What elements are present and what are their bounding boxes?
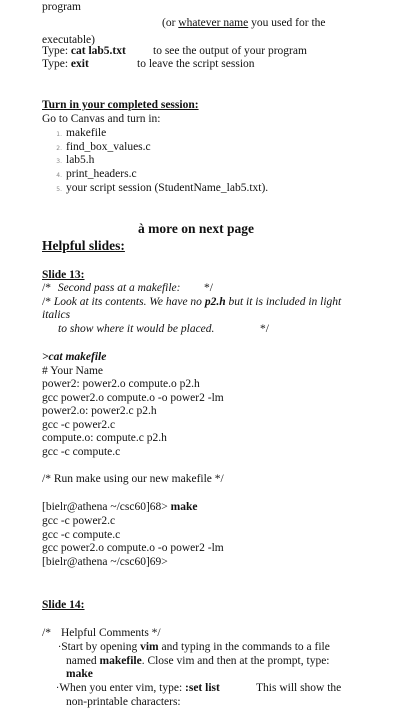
bullet-dot-icon: · — [56, 683, 60, 694]
slide-13-comment-1: /* Second pass at a makefile: — [42, 282, 181, 294]
type-cat-line: Type: cat lab5.txt — [42, 45, 126, 57]
prompt-make: [bielr@athena ~/csc60]68> make — [42, 501, 198, 513]
cat-makefile-command: >cat makefile — [42, 351, 107, 363]
slide-13-comment-1-close: */ — [204, 282, 213, 294]
helpful-slides-heading: Helpful slides: — [42, 238, 125, 253]
code-line: power2.o: power2.c p2.h — [42, 405, 157, 417]
output-line: gcc -c power2.c — [42, 515, 116, 527]
slide-13-comment-2-line3: to show where it would be placed. — [58, 323, 215, 335]
output-line: [bielr@athena ~/csc60]69> — [42, 556, 168, 568]
type-cat-desc: to see the output of your program — [153, 45, 307, 57]
slide-14-heading: Slide 14: — [42, 599, 85, 611]
or-note: (or whatever name you used for the — [162, 17, 326, 29]
type-exit-line: Type: exit — [42, 58, 89, 70]
slide-14-bullet-2-desc: This will show the — [256, 682, 342, 694]
code-line: # Your Name — [42, 365, 104, 377]
slide-14-comment: /* Helpful Comments */ — [42, 627, 161, 639]
code-line: power2: power2.o compute.o p2.h — [42, 378, 200, 390]
turn-in-item: 2. find_box_values.c — [56, 141, 151, 153]
or-note-underlined: whatever name — [178, 17, 249, 29]
run-make-comment: /* Run make using our new makefile */ — [42, 473, 224, 485]
turn-in-item: 4. print_headers.c — [56, 168, 137, 180]
turn-in-item: 1. makefile — [56, 127, 107, 139]
output-line: gcc -c compute.c — [42, 529, 121, 541]
slide-13-comment-2: /* Look at its contents. We have no p2.h but it is included in light — [42, 296, 342, 308]
turn-in-heading: Turn in your completed session: — [42, 99, 199, 111]
turn-in-intro: Go to Canvas and turn in: — [42, 113, 161, 125]
slide-14-bullet-2: ·When you enter vim, type: :set list — [56, 682, 220, 694]
slide-14-bullet-1: ·Start by opening vim and typing in the commands to a file — [58, 641, 330, 653]
code-line: compute.o: compute.c p2.h — [42, 432, 167, 444]
code-line: gcc power2.o compute.o -o power2 -lm — [42, 392, 224, 404]
turn-in-item: 5. your script session (StudentName_lab5.txt). — [56, 182, 269, 194]
slide-13-comment-2-close: */ — [260, 323, 269, 335]
slide-13-heading: Slide 13: — [42, 269, 85, 281]
code-line: gcc -c compute.c — [42, 446, 121, 458]
executable-label: executable) — [42, 34, 95, 46]
slide-14-bullet-1-line2: named makefile. Close vim and then at the prompt, type: — [66, 655, 330, 667]
bullet-dot-icon: · — [58, 642, 62, 653]
type-exit-desc: to leave the script session — [137, 58, 255, 70]
output-line: gcc power2.o compute.o -o power2 -lm — [42, 542, 224, 554]
more-on-next-page: à more on next page — [138, 221, 254, 236]
turn-in-item: 3. lab5.h — [56, 154, 95, 166]
program-label: program — [42, 1, 81, 13]
code-line: gcc -c power2.c — [42, 419, 116, 431]
slide-14-bullet-1-make: make — [66, 668, 93, 680]
slide-14-bullet-2-cut-line: non-printable characters: — [66, 696, 181, 708]
slide-13-comment-2-line2: italics — [42, 309, 71, 321]
